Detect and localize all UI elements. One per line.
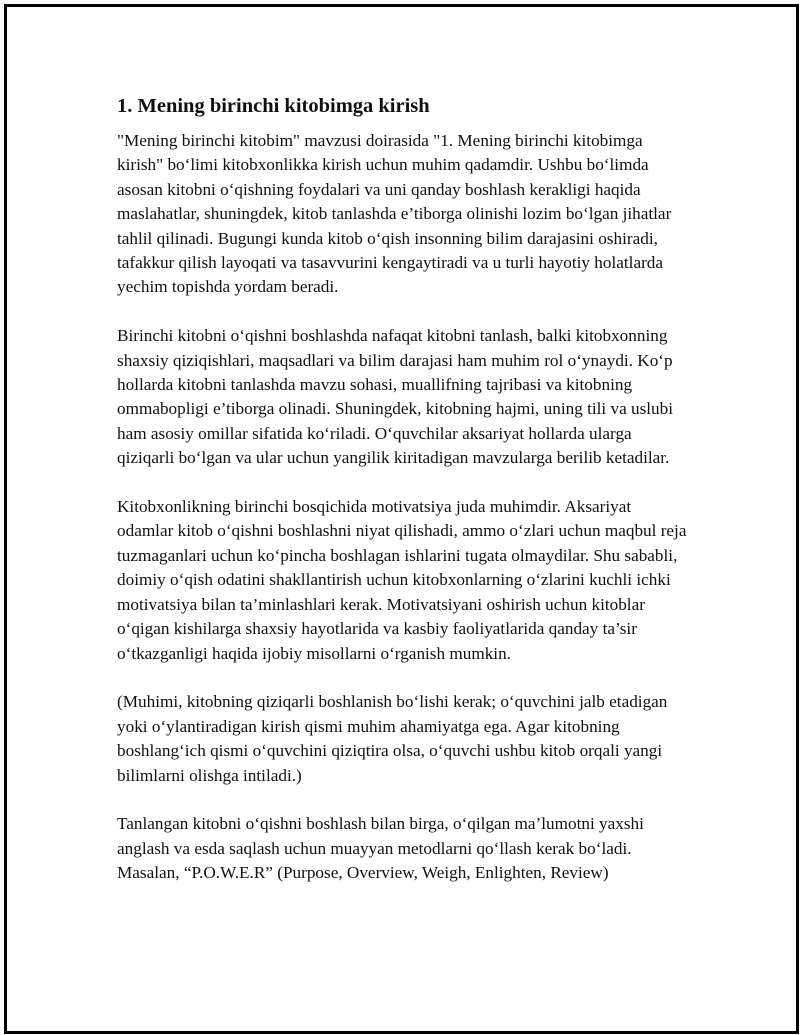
paragraph-methods: Tanlangan kitobni o‘qishni boshlash bilan birga, o‘qilgan ma’lumotni yaxshi anglash va esda saqlash uchun muayyan metodlarni qo‘llash kerak bo‘ladi. Masalan, “P.O.W.E.R” (Purpose, Overview, Weigh, Enlighten, Review) — [117, 814, 644, 883]
paragraph-intro: "Mening birinchi kitobim" mavzusi doirasida "1. Mening birinchi kitobimga kirish" bo‘limi kitobxonlikka kirish uchun muhim qadamdir. Ushbu bo‘limda asosan kitobni o‘qishning foydalari va uni qanday boshlash kerakligi haqida maslahatlar, shuningdek, kitob tanlashda e’tiborga olinishi lozim bo‘lgan jihatlar tahlil qilinadi. Bugungi kunda kitob o‘qish insonning bilim darajasini oshiradi, tafakkur qilish layoqati va tasavvurini kengaytiradi va u turli hayotiy holatlarda yechim topishda yordam beradi. — [117, 131, 672, 297]
paragraph-choosing-book: Birinchi kitobni o‘qishni boshlashda nafaqat kitobni tanlash, balki kitobxonning shaxsiy qiziqishlari, maqsadlari va bilim darajasi ham muhim rol o‘ynaydi. Ko‘p hollarda kitobni tanlashda mavzu sohasi, muallifning tajribasi va kitobning ommabopligi e’tiborga olinadi. Shuningdek, kitobning hajmi, uning tili va uslubi ham asosiy omillar sifatida ko‘riladi. O‘quvchilar aksariyat hollarda ularga qiziqarli bo‘lgan va ular uchun yangilik kiritadigan mavzularga berilib ketadilar. — [117, 326, 674, 468]
paragraph-motivation: Kitobxonlikning birinchi bosqichida motivatsiya juda muhimdir. Aksariyat odamlar kitob o‘qishni boshlashni niyat qilishadi, ammo o‘zlari uchun maqbul reja tuzmaganlari uchun ko‘pincha boshlagan ishlarini tugata olmaydilar. Shu sababli, doimiy o‘qish odatini shakllantirish uchun kitobxonlarning o‘zlarini kuchli ichki motivatsiya bilan ta’minlashlari kerak. Motivatsiyani oshirish uchun kitoblar o‘qigan kishilarga shaxsiy hayotlarida va kasbiy faoliyatlarida qanday ta’sir o‘tkazganligi haqida ijobiy misollarni o‘rganish mumkin. — [117, 497, 687, 663]
section-title: 1. Mening birinchi kitobimga kirish — [117, 95, 430, 117]
document-body — [117, 92, 687, 910]
paragraph-interesting-start: (Muhimi, kitobning qiziqarli boshlanish bo‘lishi kerak; o‘quvchini jalb etadigan yoki o‘ylantiradigan kirish qismi muhim ahamiyatga ega. Agar kitobning boshlang‘ich qismi o‘quvchini qiziqtira olsa, o‘quvchi ushbu kitob orqali yangi bilimlarni olishga intiladi.) — [117, 692, 668, 785]
